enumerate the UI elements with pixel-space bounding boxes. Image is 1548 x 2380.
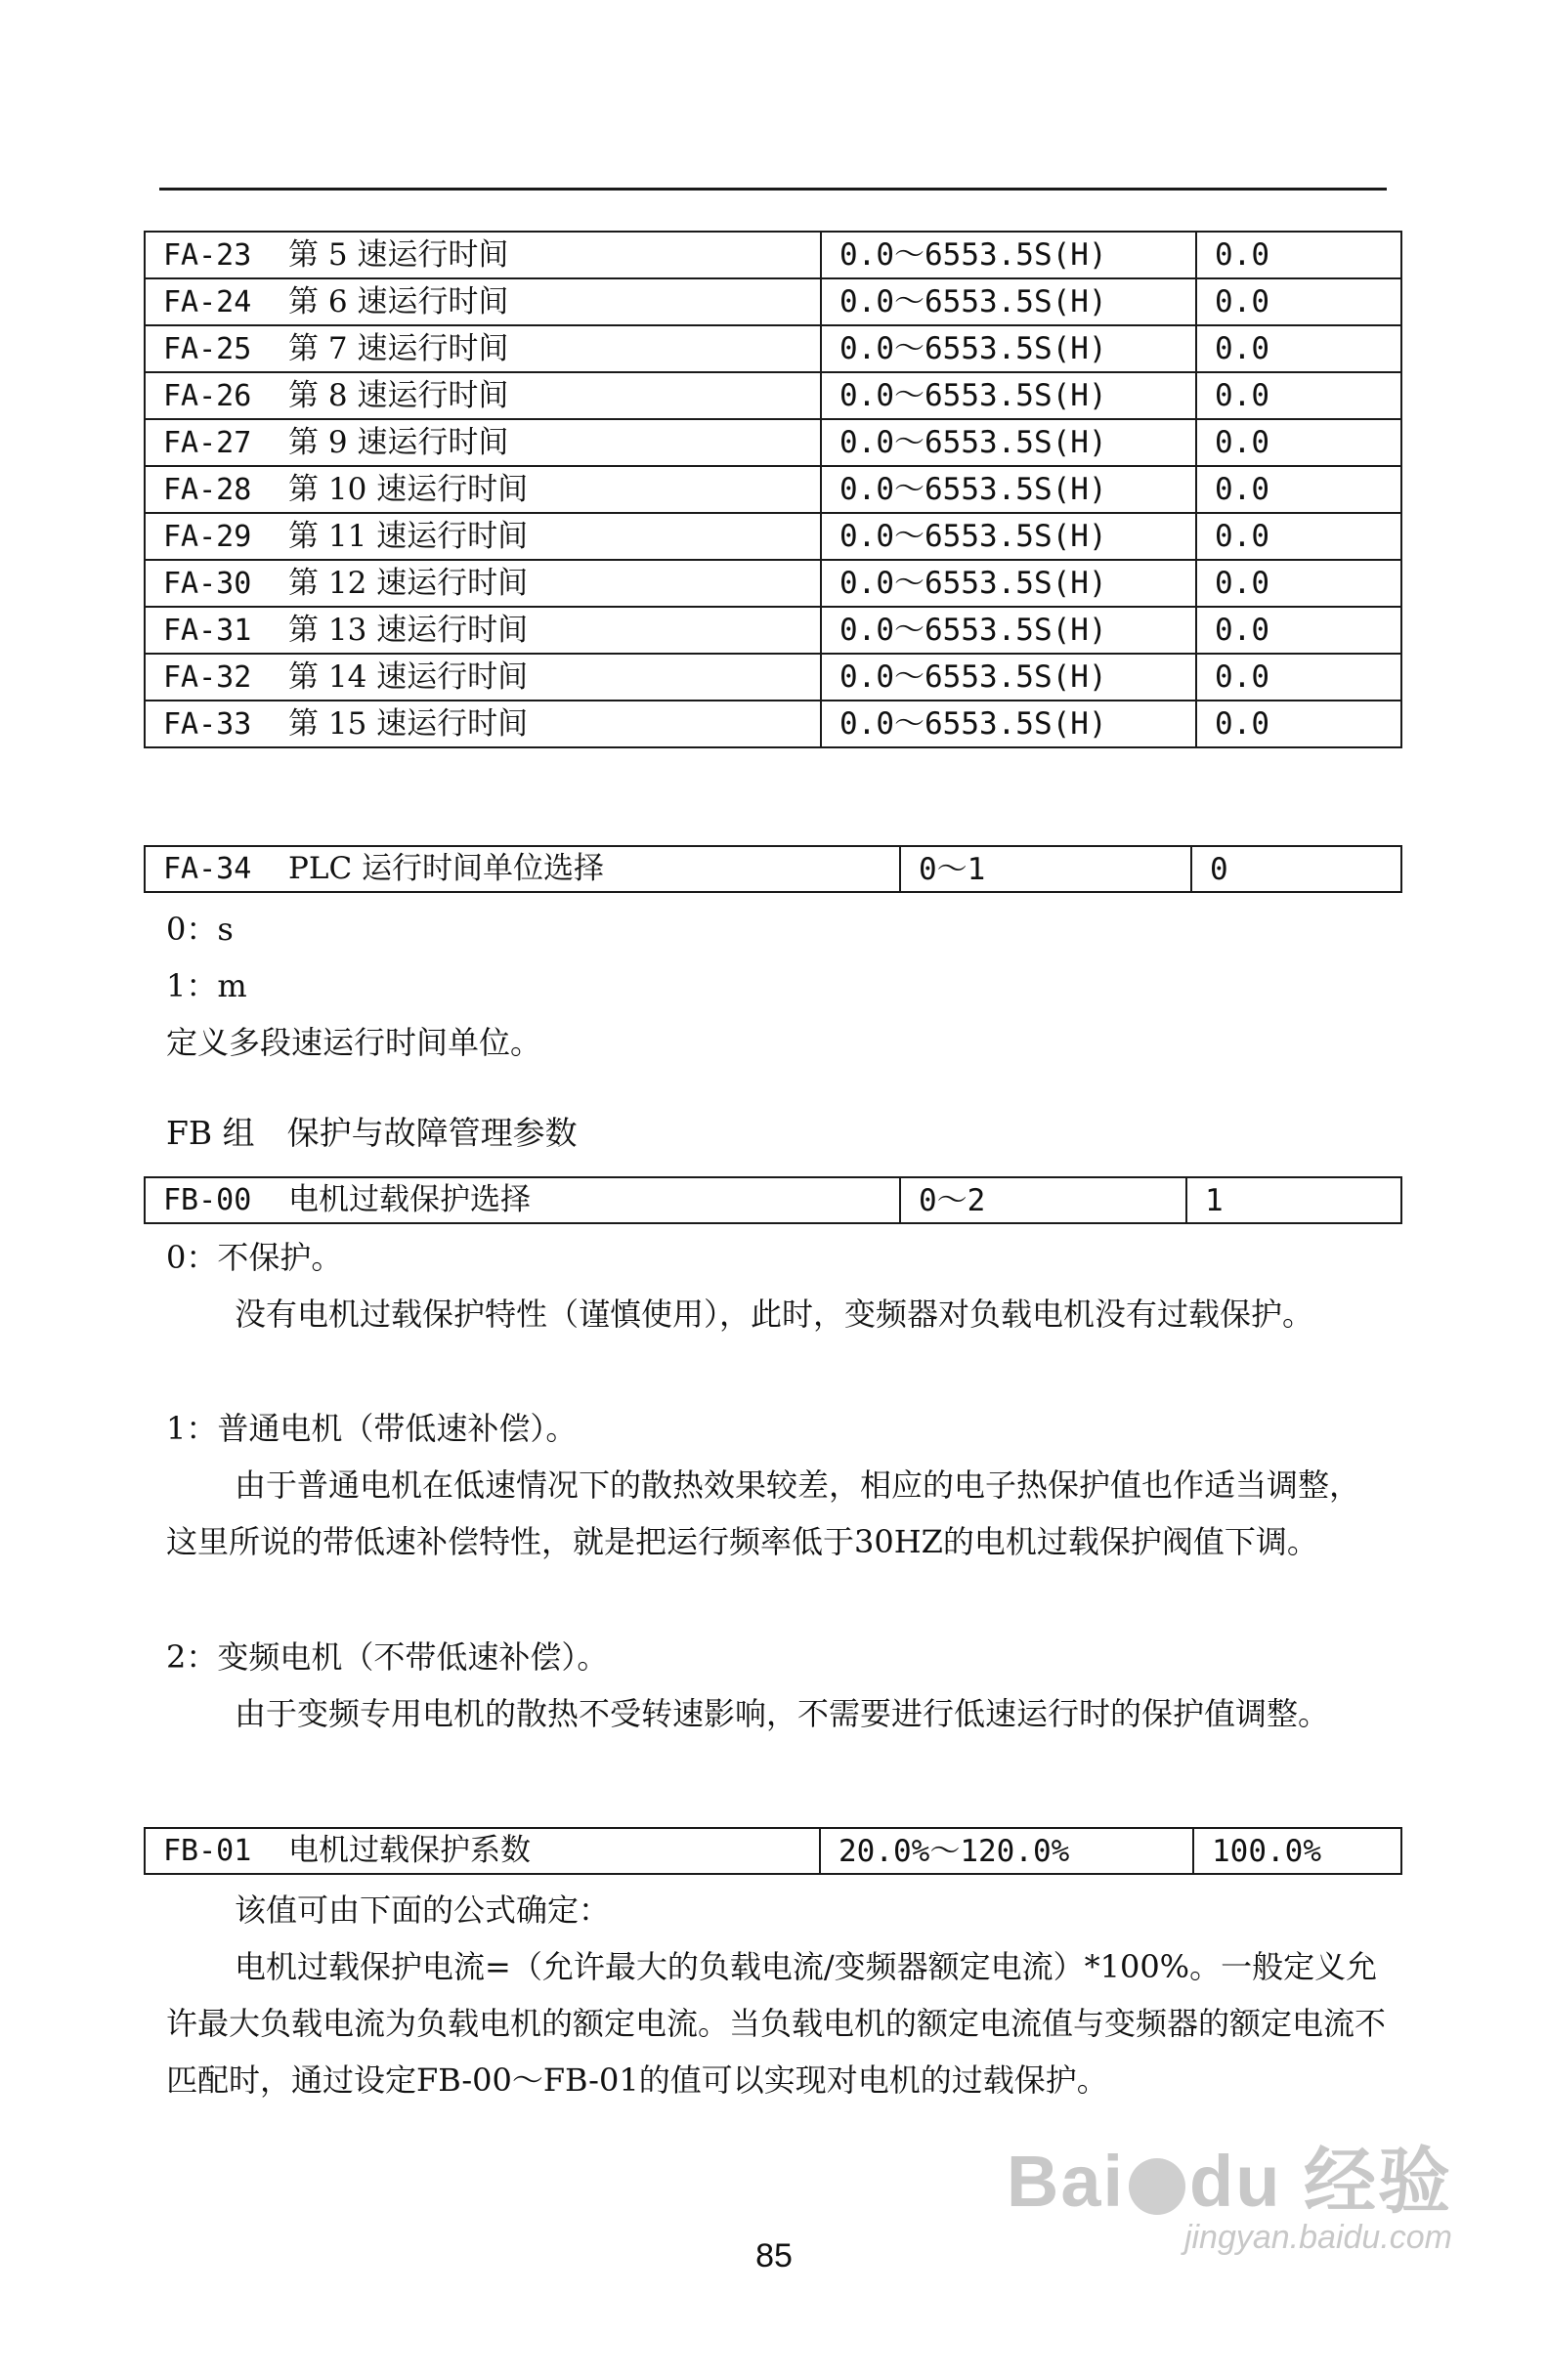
param-name: 第 13 速运行时间 bbox=[288, 612, 529, 648]
param-name-cell bbox=[145, 1828, 820, 1874]
param-default: 0.0 bbox=[1196, 372, 1401, 419]
param-code: FB-01 bbox=[163, 1834, 252, 1868]
param-range: 0.0～6553.5S(H) bbox=[821, 654, 1196, 701]
fb00-option-2-description: 由于变频专用电机的散热不受转速影响，不需要进行低速运行时的保护值调整。 bbox=[235, 1695, 1330, 1732]
param-default: 0.0 bbox=[1196, 419, 1401, 466]
param-range: 0.0～6553.5S(H) bbox=[821, 607, 1196, 654]
param-name-cell bbox=[145, 701, 821, 747]
param-name: 第 15 速运行时间 bbox=[288, 705, 529, 742]
header-rule bbox=[159, 188, 1387, 191]
baidu-logo bbox=[1006, 2141, 1452, 2222]
param-name: 第 9 速运行时间 bbox=[288, 424, 509, 460]
fa34-option-0: 0：s bbox=[166, 911, 234, 948]
param-code: FA-25 bbox=[163, 331, 252, 366]
param-name: 第 12 速运行时间 bbox=[288, 565, 529, 601]
param-name-cell bbox=[145, 560, 821, 607]
table-row bbox=[145, 654, 1401, 701]
param-range: 20.0%～120.0% bbox=[820, 1828, 1193, 1874]
param-range: 0.0～6553.5S(H) bbox=[821, 419, 1196, 466]
table-row bbox=[145, 701, 1401, 747]
param-default: 0.0 bbox=[1196, 607, 1401, 654]
fb00-option-0-description: 没有电机过载保护特性（谨慎使用），此时，变频器对负载电机没有过载保护。 bbox=[235, 1296, 1314, 1333]
param-range: 0.0～6553.5S(H) bbox=[821, 372, 1196, 419]
table-row bbox=[145, 325, 1401, 372]
param-default: 0.0 bbox=[1196, 232, 1401, 278]
param-name-cell bbox=[145, 419, 821, 466]
param-name-cell bbox=[145, 846, 900, 892]
table-row bbox=[145, 466, 1401, 513]
param-default: 0.0 bbox=[1196, 513, 1401, 560]
param-range: 0.0～6553.5S(H) bbox=[821, 560, 1196, 607]
fa34-option-1: 1：m bbox=[166, 967, 247, 1004]
param-name: 第 8 速运行时间 bbox=[288, 377, 509, 413]
fa-parameter-table bbox=[144, 231, 1402, 748]
param-code: FA-23 bbox=[163, 237, 252, 273]
param-name-cell bbox=[145, 325, 821, 372]
table-row bbox=[145, 513, 1401, 560]
param-name: 第 6 速运行时间 bbox=[288, 283, 509, 319]
param-code: FA-26 bbox=[163, 378, 252, 413]
fb-group-heading: FB 组 保护与故障管理参数 bbox=[166, 1114, 578, 1152]
table-row bbox=[145, 846, 1401, 892]
table-row bbox=[145, 607, 1401, 654]
param-code: FA-28 bbox=[163, 472, 252, 507]
param-name-cell bbox=[145, 513, 821, 560]
fb01-intro: 该值可由下面的公式确定： bbox=[235, 1891, 611, 1929]
param-name-cell bbox=[145, 372, 821, 419]
paw-icon bbox=[1129, 2158, 1185, 2215]
table-row bbox=[145, 232, 1401, 278]
param-range: 0.0～6553.5S(H) bbox=[821, 232, 1196, 278]
table-row bbox=[145, 1828, 1401, 1874]
table-row bbox=[145, 419, 1401, 466]
param-name: 第 10 速运行时间 bbox=[288, 471, 529, 507]
param-range: 0.0～6553.5S(H) bbox=[821, 325, 1196, 372]
fb00-option-1-description: 由于普通电机在低速情况下的散热效果较差，相应的电子热保护值也作适当调整，这里所说的带低速补偿特性，就是把运行频率低于30HZ的电机过载保护阀值下调。 bbox=[166, 1466, 1361, 1560]
fb00-option-1: 1：普通电机（带低速补偿）。 bbox=[166, 1410, 578, 1447]
param-name: 第 14 速运行时间 bbox=[288, 659, 529, 695]
param-code: FA-30 bbox=[163, 566, 252, 601]
table-row bbox=[145, 560, 1401, 607]
param-range: 0.0～6553.5S(H) bbox=[821, 466, 1196, 513]
param-default: 0.0 bbox=[1196, 278, 1401, 325]
param-range: 0～2 bbox=[900, 1177, 1186, 1223]
table-row bbox=[145, 372, 1401, 419]
param-name: PLC 运行时间单位选择 bbox=[288, 851, 605, 886]
page-number: 85 bbox=[755, 2237, 793, 2274]
param-default: 0 bbox=[1191, 846, 1401, 892]
param-code: FA-29 bbox=[163, 519, 252, 554]
param-name: 电机过载保护系数 bbox=[288, 1833, 531, 1868]
param-name: 第 7 速运行时间 bbox=[288, 330, 509, 366]
param-default: 100.0% bbox=[1193, 1828, 1401, 1874]
param-code: FA-24 bbox=[163, 284, 252, 319]
watermark-url: jingyan.baidu.com bbox=[1183, 2219, 1452, 2256]
fb00-parameter-table bbox=[144, 1176, 1402, 1224]
param-default: 1 bbox=[1186, 1177, 1401, 1223]
param-name-cell bbox=[145, 278, 821, 325]
param-range: 0.0～6553.5S(H) bbox=[821, 701, 1196, 747]
fb00-option-0: 0：不保护。 bbox=[166, 1239, 343, 1276]
param-range: 0.0～6553.5S(H) bbox=[821, 278, 1196, 325]
param-code: FA-32 bbox=[163, 659, 252, 695]
param-name-cell bbox=[145, 1177, 900, 1223]
fa34-parameter-table bbox=[144, 845, 1402, 893]
param-default: 0.0 bbox=[1196, 654, 1401, 701]
param-range: 0～1 bbox=[900, 846, 1191, 892]
param-name-cell bbox=[145, 607, 821, 654]
param-name-cell bbox=[145, 654, 821, 701]
param-code: FA-31 bbox=[163, 613, 252, 648]
param-code: FB-00 bbox=[163, 1183, 252, 1217]
param-range: 0.0～6553.5S(H) bbox=[821, 513, 1196, 560]
table-row bbox=[145, 278, 1401, 325]
watermark-logo-right: du 经验 bbox=[1189, 2141, 1452, 2222]
param-code: FA-27 bbox=[163, 425, 252, 460]
param-name: 电机过载保护选择 bbox=[288, 1182, 531, 1217]
param-name-cell bbox=[145, 232, 821, 278]
param-name: 第 11 速运行时间 bbox=[288, 518, 529, 554]
fb01-parameter-table bbox=[144, 1827, 1402, 1875]
fb01-description: 电机过载保护电流=（允许最大的负载电流/变频器额定电流）*100%。一般定义允许最大负载电流为负载电机的额定电流。当负载电机的额定电流值与变频器的额定电流不匹配时，通过设定FB-00～FB-01的值可以实现对电机的过载保护。 bbox=[166, 1948, 1387, 2099]
param-default: 0.0 bbox=[1196, 560, 1401, 607]
param-name-cell bbox=[145, 466, 821, 513]
table-row bbox=[145, 1177, 1401, 1223]
param-default: 0.0 bbox=[1196, 466, 1401, 513]
baidu-watermark bbox=[1006, 2141, 1452, 2257]
watermark-logo-left: Bai bbox=[1006, 2141, 1126, 2222]
param-default: 0.0 bbox=[1196, 701, 1401, 747]
param-name: 第 5 速运行时间 bbox=[288, 236, 509, 273]
fb00-option-2: 2：变频电机（不带低速补偿）。 bbox=[166, 1638, 609, 1676]
param-code: FA-33 bbox=[163, 706, 252, 742]
param-code: FA-34 bbox=[163, 852, 252, 886]
param-default: 0.0 bbox=[1196, 325, 1401, 372]
fa34-description: 定义多段速运行时间单位。 bbox=[166, 1024, 542, 1061]
